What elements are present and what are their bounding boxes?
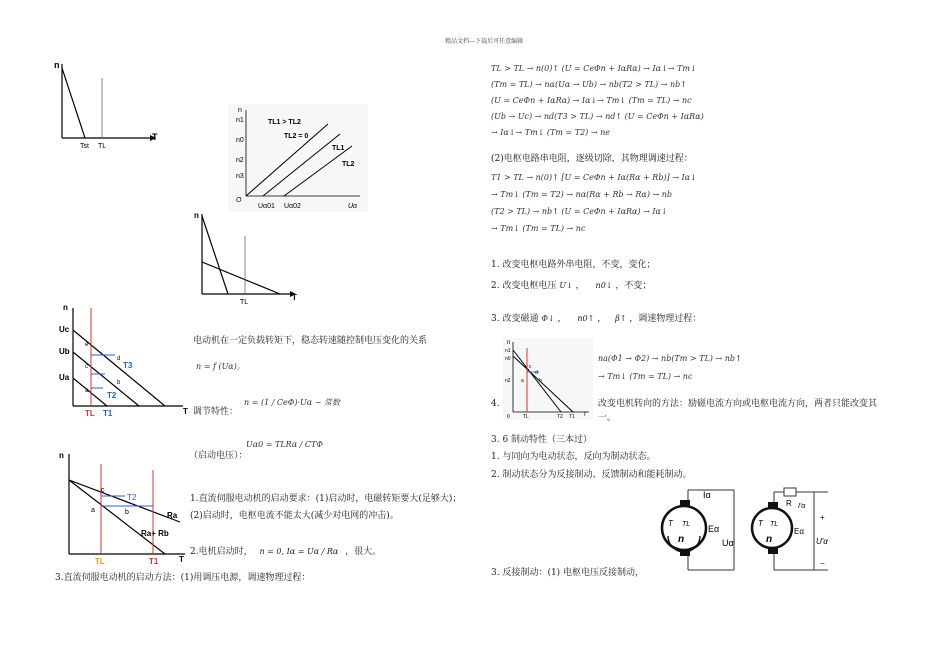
c3-prefix: 3. 改变磁通 [491, 314, 539, 324]
formula-n-f-u: n = f (Uα)。 [196, 362, 245, 371]
tick-tl: TL [98, 143, 107, 150]
eq3-line: na(Φ1 → Φ2) → nb(Tm > TL) → nb↑ [598, 354, 742, 363]
tl-label: TL [95, 557, 105, 566]
adjust-label: 调节特性： [193, 407, 239, 417]
speed-relation-text: 电动机在一定负载转矩下，稳态转速随控制电压变化的关系 [193, 336, 428, 346]
curve-label: TL1 [332, 145, 345, 152]
c3-beta: β↑ [615, 314, 627, 323]
rab-label: Ra+ Rb [141, 529, 169, 538]
x-label: Uα [348, 203, 358, 210]
change-item-1: 1. 改变电枢电路外串电阻，不变，变化； [491, 260, 656, 270]
c3-phi: Φ↓ [541, 314, 555, 323]
y-label: n [59, 451, 64, 460]
formula-start-voltage: Uα0 = TLRα / CTΦ [246, 440, 323, 449]
x-tick: TL [523, 414, 529, 420]
c2-u: U↓ [559, 281, 573, 290]
t-label: T [668, 519, 673, 528]
tl-label: TL [682, 521, 691, 528]
c3-n: n0↑ [577, 314, 595, 323]
t1-label: T1 [149, 557, 159, 566]
row-label: n0 [505, 356, 511, 362]
series-resistance-item: (2)电枢电路串电阻，逐级切除，其物理调速过程： [491, 154, 693, 164]
origin: 0 [507, 414, 510, 420]
c2-suffix: ，不变； [615, 281, 652, 291]
u-label: Ub [59, 347, 70, 356]
x-tick: TL [85, 409, 95, 418]
start-method: 3.直流伺服电动机的启动方法：(1)用调压电源，调速物理过程： [55, 573, 311, 583]
point-label: c [85, 364, 88, 370]
x-label: T [179, 555, 184, 564]
start-item-2 [190, 546, 381, 558]
x-tick: T1 [103, 409, 113, 418]
x-label: T [292, 293, 297, 302]
tl-label: TL [770, 521, 779, 528]
eq2-line: T1 > TL → n(0)↑ [U = CeΦn + Iα(Rα + Rb)] → Iα↓ [491, 173, 697, 182]
y-label: n [507, 340, 511, 346]
t-label: T2 [107, 391, 117, 400]
y-label: n [54, 60, 60, 70]
row-label: n1 [505, 348, 511, 354]
eq2-line: → Tm↓ (Tm = T2) → nα(Rα + Rb → Rα) → nb [491, 190, 673, 199]
change-item-2 [491, 280, 651, 292]
origin: O [236, 197, 242, 204]
control-characteristic-chart [228, 104, 368, 212]
x-tick: Uα01 [258, 203, 275, 210]
c2-mid: ， [575, 281, 585, 291]
start-requirement-2: (2)启动时，电枢电流不能太大(减少对电网的冲击)。 [190, 511, 399, 521]
x-tick: T2 [557, 414, 563, 420]
row-label: n2 [505, 378, 511, 384]
start-requirement-1: 1.直流伺服电动机的启动要求：(1)启动时，电磁转矩要大(足够大)； [190, 494, 462, 504]
eq-line: (Tm = TL) → nα(Uα → Ub) → nb(T2 > TL) → nb↑ [491, 80, 687, 89]
point-label: d [117, 356, 121, 362]
eq-line: TL > TL → n(0)↑ (U = CeΦn + IαRα) → Iα↓→ Tm↓ [491, 64, 697, 73]
ea-label: Eα [708, 524, 720, 534]
braking-item-2: 2. 制动状态分为反接制动、反馈制动和能耗制动。 [491, 470, 692, 480]
eq3-line: → Tm↓ (Tm = TL) → nc [598, 372, 693, 381]
torque-speed-chart-1 [50, 58, 165, 153]
point-label: e [85, 342, 89, 348]
eq-line: (U = CeΦn + IαRα) → Iα↓→ Tm↓ (Tm = TL) → nc [491, 96, 692, 105]
field-weakening-chart [503, 338, 593, 420]
point-label: a [85, 388, 89, 394]
ea-label: Eα [794, 527, 804, 536]
page-header: 精品文档---下载后可任意编辑 [445, 38, 524, 45]
row-label: n3 [236, 173, 244, 180]
legend-mid: TL2 = 0 [284, 133, 309, 140]
point-label: b [539, 378, 542, 384]
point-label: a [91, 507, 95, 514]
start-item-2-suffix: ，很大。 [345, 547, 382, 557]
point-label: a [521, 378, 524, 384]
legend-top: TL1 > TL2 [268, 119, 301, 126]
eq2-line: (T2 > TL) → nb↑ (U = CeΦn + IαRα) → Iα↓ [491, 207, 668, 216]
start-voltage-label: （启动电压）： [189, 451, 248, 461]
formula-adjust: n = (1 / CeΦ)·Uα − 常数 [244, 398, 340, 407]
change-item-4: 改变电机转向的方法：励磁电流方向或电枢电流方向，两者只能改变其 [598, 399, 878, 409]
x-label: T [152, 132, 158, 142]
plus-label: + [820, 513, 825, 522]
x-tick: T1 [569, 414, 575, 420]
row-label: n2 [236, 157, 244, 164]
y-label: n [194, 211, 199, 220]
ia-label: I'α [798, 503, 806, 510]
eq-line: → Iα↓→ Tm↓ (Tm = T2) → ne [491, 128, 610, 137]
braking-item-1: 1. 与同向为电动状态，反向为制动状态。 [491, 452, 656, 462]
x-label: T [183, 407, 188, 416]
row-label: n0 [236, 137, 244, 144]
c2-n: n0↓ [595, 281, 613, 290]
x-tick: Uα02 [284, 203, 301, 210]
t-label: T3 [123, 361, 133, 370]
change-item-4b: 一。 [598, 413, 617, 423]
minus-label: − [820, 559, 825, 568]
x-label: T [583, 412, 587, 418]
armature-voltage-chart [55, 302, 195, 418]
ra-label: Ra [167, 511, 178, 520]
change-item-4-num: 4. [491, 399, 500, 409]
point-label: c [529, 364, 532, 370]
start-formula: n = 0, Iα = Uα / Rα [259, 547, 339, 556]
change-item-3: 3. 改变磁通 Φ↓ ， n0↑ ， β↑ ，调速物理过程： [491, 314, 702, 324]
tick-tl: TL [240, 299, 249, 305]
t-label: T [758, 519, 763, 528]
t2-label: T2 [127, 493, 137, 502]
point-label: c [101, 487, 105, 494]
r-label: R [786, 499, 792, 508]
motor-circuit-2 [744, 484, 834, 576]
n-label: n [766, 534, 773, 545]
y-label: n [63, 303, 68, 312]
u-label: Ua [59, 373, 70, 382]
ua-label: U'α [816, 537, 828, 546]
point-label: d [535, 370, 538, 376]
n-label: n [678, 534, 685, 545]
u-label: Uc [59, 325, 70, 334]
ia-label: Iα [703, 490, 711, 500]
eq-line: (Ub → Uc) → nd(T3 > TL) → nd↑ (U = CeΦn + IαRα) [491, 112, 704, 121]
section-3-6-title: 3. 6 制动特性（三本过） [491, 435, 593, 445]
curve-label: TL2 [342, 161, 355, 168]
torque-speed-chart-3 [190, 210, 305, 305]
resistance-start-chart [55, 450, 190, 570]
c2-prefix: 2. 改变电枢电压 [491, 281, 557, 291]
row-label: n1 [236, 117, 244, 124]
motor-circuit-1 [648, 484, 740, 576]
point-label: b [117, 380, 121, 386]
tick-tst: Tst [80, 143, 89, 150]
start-item-2-prefix: 2.电机启动时， [190, 547, 253, 557]
braking-item-3: 3. 反接制动：(1) 电枢电压反接制动， [491, 568, 645, 578]
point-label: b [125, 509, 129, 516]
c3-suffix: ，调速物理过程： [629, 314, 702, 324]
eq2-line: → Tm↓ (Tm = TL) → nc [491, 224, 586, 233]
y-label: n [238, 107, 242, 114]
ua-label: Uα [722, 538, 734, 548]
